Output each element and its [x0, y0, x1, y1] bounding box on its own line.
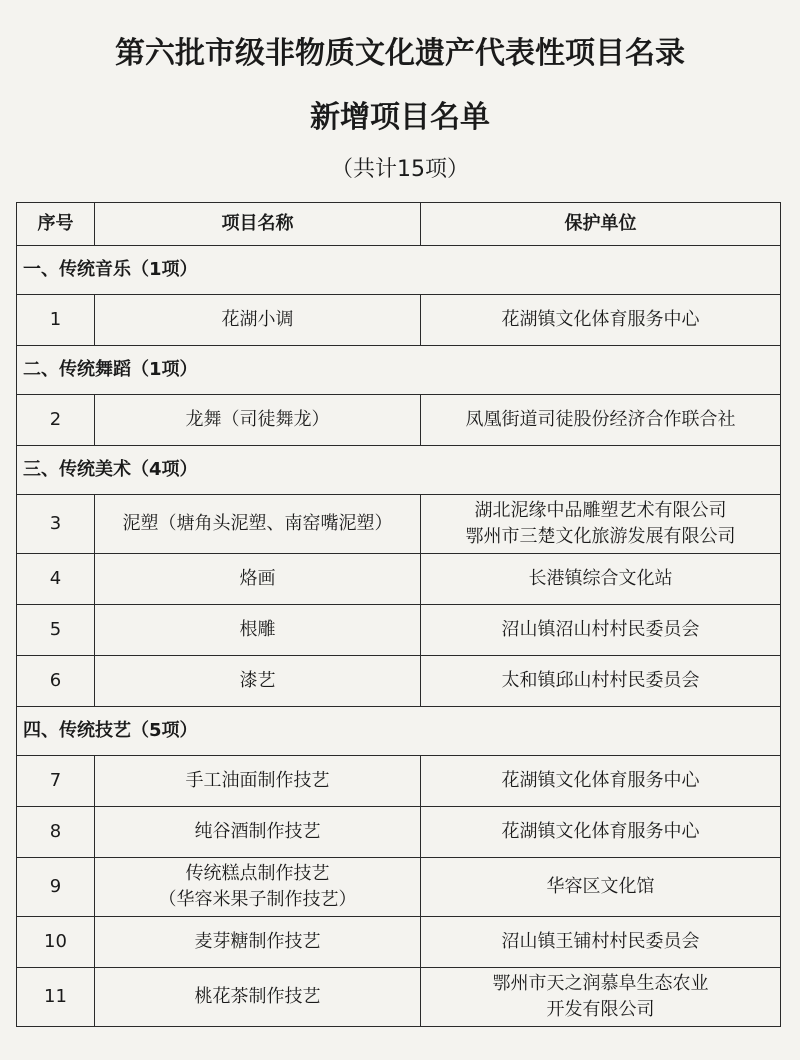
protection-unit-line: 沼山镇沼山村村民委员会 [501, 619, 700, 640]
heritage-list-table [16, 202, 781, 1027]
column-header-number: 序号 [17, 203, 95, 246]
item-name-line: 麦芽糖制作技艺 [194, 931, 321, 952]
protection-unit-line: 鄂州市三楚文化旅游发展有限公司 [465, 526, 736, 547]
category-row [17, 446, 781, 495]
protection-unit [421, 656, 781, 707]
item-name-line: 漆艺 [239, 670, 276, 691]
table-row [17, 917, 781, 968]
protection-unit-line: 花湖镇文化体育服务中心 [501, 770, 700, 791]
category-row [17, 707, 781, 756]
document-subtitle-title: 新增项目名单 [310, 100, 490, 135]
category-label: 二、传统舞蹈（1项） [17, 346, 781, 395]
item-number: 6 [17, 656, 95, 707]
protection-unit [421, 395, 781, 446]
protection-unit [421, 756, 781, 807]
item-number: 2 [17, 395, 95, 446]
protection-unit [421, 968, 781, 1027]
item-number: 4 [17, 554, 95, 605]
item-name [95, 554, 421, 605]
table-body [17, 246, 781, 1027]
item-name [95, 917, 421, 968]
table-row [17, 656, 781, 707]
item-name [95, 656, 421, 707]
column-header-name: 项目名称 [95, 203, 421, 246]
protection-unit [421, 858, 781, 917]
document-title: 第六批市级非物质文化遗产代表性项目名录 [115, 36, 685, 71]
item-number: 10 [17, 917, 95, 968]
protection-unit-line: 鄂州市天之润慕阜生态农业 [492, 973, 709, 994]
category-label: 四、传统技艺（5项） [17, 707, 781, 756]
item-name-line: 手工油面制作技艺 [185, 770, 330, 791]
table-header-row [17, 203, 781, 246]
table-row [17, 807, 781, 858]
item-name-line: 花湖小调 [221, 309, 294, 330]
table-row [17, 395, 781, 446]
item-name-line: 传统糕点制作技艺 [185, 863, 330, 884]
table-row [17, 858, 781, 917]
item-name-line: （华容米果子制作技艺） [158, 889, 357, 910]
item-number: 1 [17, 295, 95, 346]
protection-unit [421, 554, 781, 605]
item-name [95, 395, 421, 446]
protection-unit [421, 295, 781, 346]
item-number: 3 [17, 495, 95, 554]
category-label: 一、传统音乐（1项） [17, 246, 781, 295]
category-label: 三、传统美术（4项） [17, 446, 781, 495]
item-name [95, 807, 421, 858]
item-number: 5 [17, 605, 95, 656]
item-name-line: 泥塑（塘角头泥塑、南窑嘴泥塑） [122, 513, 393, 534]
protection-unit-line: 湖北泥缘中品雕塑艺术有限公司 [474, 500, 727, 521]
protection-unit [421, 807, 781, 858]
protection-unit [421, 495, 781, 554]
table-row [17, 295, 781, 346]
item-name [95, 605, 421, 656]
protection-unit-line: 太和镇邱山村村民委员会 [501, 670, 700, 691]
item-number: 7 [17, 756, 95, 807]
protection-unit-line: 沼山镇王铺村村民委员会 [501, 931, 700, 952]
item-name-line: 烙画 [239, 568, 276, 589]
item-number: 11 [17, 968, 95, 1027]
table-row [17, 968, 781, 1027]
table-row [17, 495, 781, 554]
table-row [17, 756, 781, 807]
protection-unit-line: 长港镇综合文化站 [528, 568, 673, 589]
item-name-line: 桃花茶制作技艺 [194, 986, 321, 1007]
item-name [95, 968, 421, 1027]
item-name-line: 龙舞（司徒舞龙） [185, 409, 330, 430]
item-name-line: 纯谷酒制作技艺 [194, 821, 321, 842]
table-row [17, 605, 781, 656]
item-name [95, 858, 421, 917]
item-name [95, 295, 421, 346]
protection-unit [421, 605, 781, 656]
protection-unit [421, 917, 781, 968]
item-number: 8 [17, 807, 95, 858]
category-row [17, 246, 781, 295]
item-name [95, 756, 421, 807]
category-row [17, 346, 781, 395]
item-name-line: 根雕 [239, 619, 276, 640]
table-row [17, 554, 781, 605]
protection-unit-line: 花湖镇文化体育服务中心 [501, 821, 700, 842]
protection-unit-line: 花湖镇文化体育服务中心 [501, 309, 700, 330]
column-header-unit: 保护单位 [421, 203, 781, 246]
item-number: 9 [17, 858, 95, 917]
protection-unit-line: 凤凰街道司徒股份经济合作联合社 [465, 409, 736, 430]
protection-unit-line: 开发有限公司 [546, 999, 655, 1020]
item-name [95, 495, 421, 554]
protection-unit-line: 华容区文化馆 [546, 876, 655, 897]
item-count: （共计15项） [331, 157, 469, 182]
